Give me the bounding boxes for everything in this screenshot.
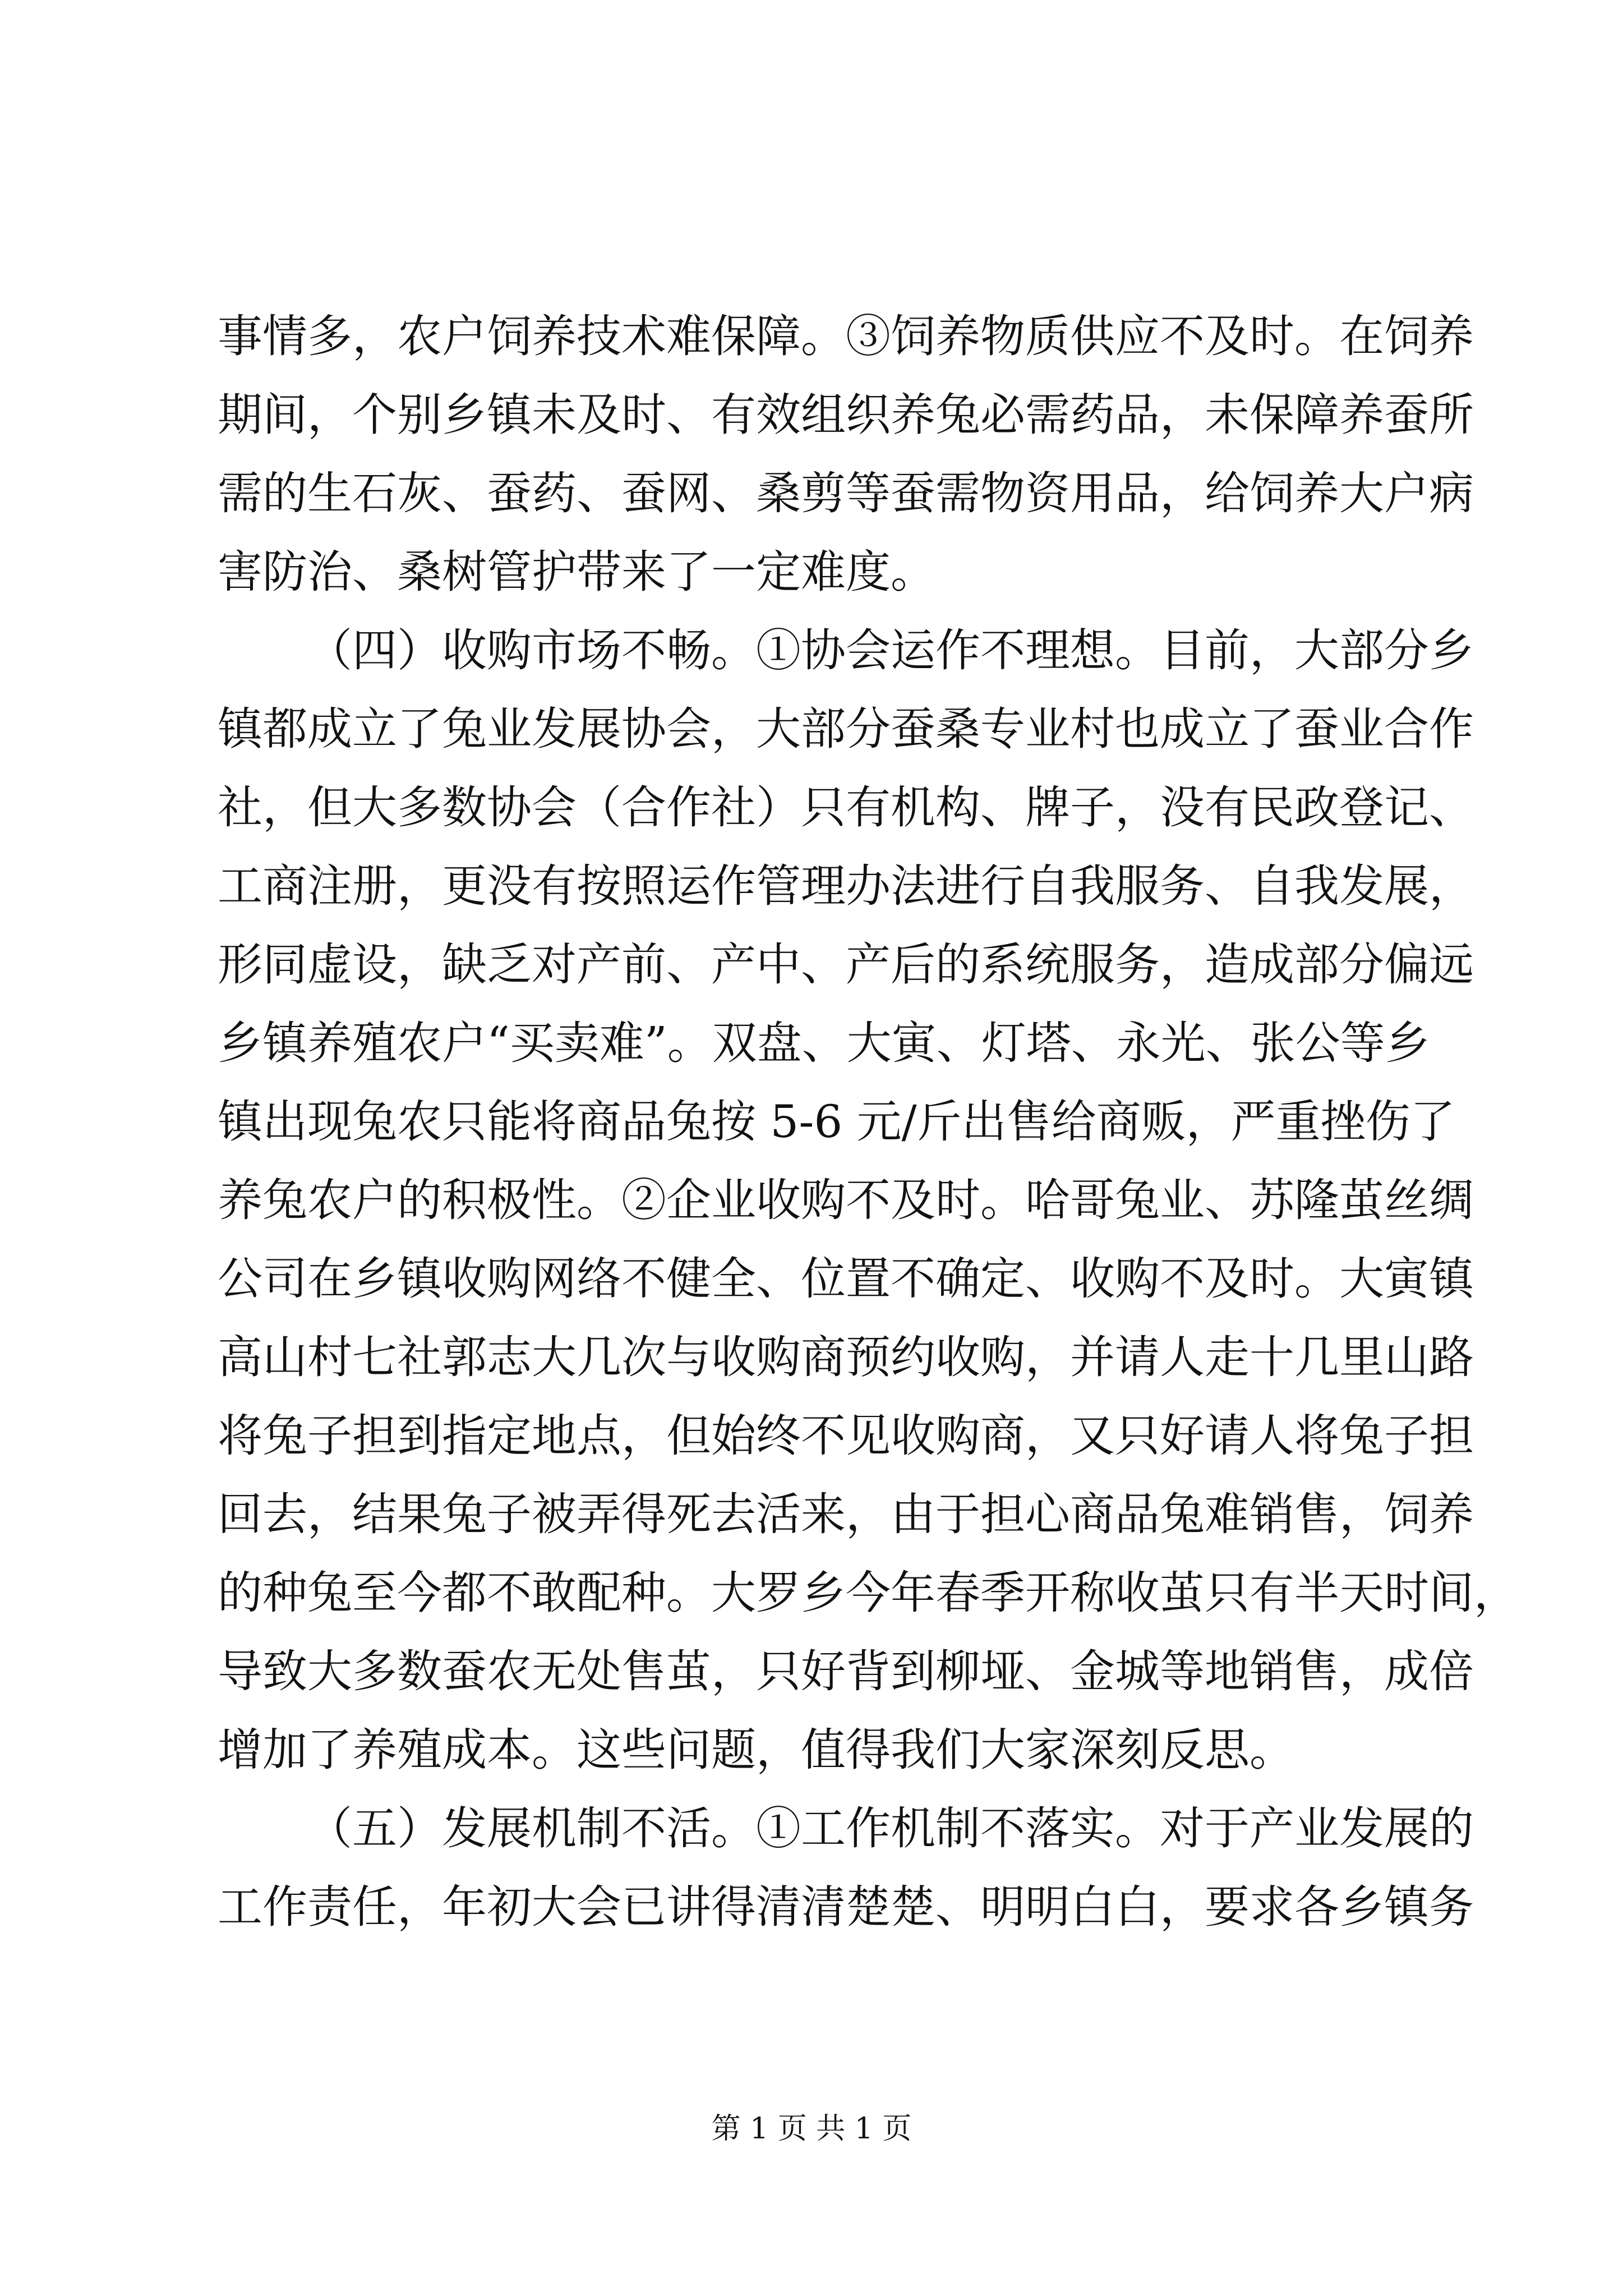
text-line: 乡镇养殖农户“买卖难”。双盘、大寅、灯塔、永光、张公等乡 <box>218 1017 1430 1069</box>
page-footer <box>0 2109 1623 2148</box>
text-line: 工作责任，年初大会已讲得清清楚楚、明明白白，要求各乡镇务 <box>218 1881 1474 1933</box>
text-line: 高山村七社郭志大几次与收购商预约收购，并请人走十几里山路 <box>218 1331 1474 1383</box>
text-line: 期间，个别乡镇未及时、有效组织养兔必需药品，未保障养蚕所 <box>218 389 1474 441</box>
text-line: 养兔农户的积极性。②企业收购不及时。哈哥兔业、苏隆茧丝绸 <box>218 1174 1474 1226</box>
text-line: 将兔子担到指定地点，但始终不见收购商，又只好请人将兔子担 <box>218 1410 1474 1462</box>
text-line: 公司在乡镇收购网络不健全、位置不确定、收购不及时。大寅镇 <box>218 1253 1474 1305</box>
text-line: 需的生石灰、蚕药、蚕网、桑剪等蚕需物资用品，给饲养大户病 <box>218 467 1474 519</box>
text-line: 镇出现兔农只能将商品兔按 5-6 元/斤出售给商贩，严重挫伤了 <box>218 1096 1455 1148</box>
text-line-paragraph-start: （五）发展机制不活。①工作机制不落实。对于产业发展的 <box>307 1802 1474 1855</box>
text-line: 导致大多数蚕农无处售茧，只好背到柳垭、金城等地销售，成倍 <box>218 1645 1474 1697</box>
text-line: 工商注册，更没有按照运作管理办法进行自我服务、自我发展， <box>218 860 1474 912</box>
text-line: 回去，结果兔子被弄得死去活来，由于担心商品兔难销售，饲养 <box>218 1488 1474 1540</box>
page-number-label: 第 1 页 共 1 页 <box>711 2112 912 2146</box>
text-line: 镇都成立了兔业发展协会，大部分蚕桑专业村也成立了蚕业合作 <box>218 703 1474 755</box>
text-line-paragraph-start: （四）收购市场不畅。①协会运作不理想。目前，大部分乡 <box>307 624 1474 677</box>
text-line: 事情多，农户饲养技术难保障。③饲养物质供应不及时。在饲养 <box>218 310 1474 362</box>
text-line: 形同虚设，缺乏对产前、产中、产后的系统服务，造成部分偏远 <box>218 938 1474 991</box>
text-line: 社，但大多数协会（合作社）只有机构、牌子，没有民政登记、 <box>218 781 1474 834</box>
document-body <box>218 297 1519 1947</box>
text-line: 害防治、桑树管护带来了一定难度。 <box>218 546 935 598</box>
text-line: 增加了养殖成本。这些问题，值得我们大家深刻反思。 <box>218 1724 1294 1776</box>
text-line: 的种兔至今都不敢配种。大罗乡今年春季开称收茧只有半天时间， <box>218 1567 1519 1619</box>
